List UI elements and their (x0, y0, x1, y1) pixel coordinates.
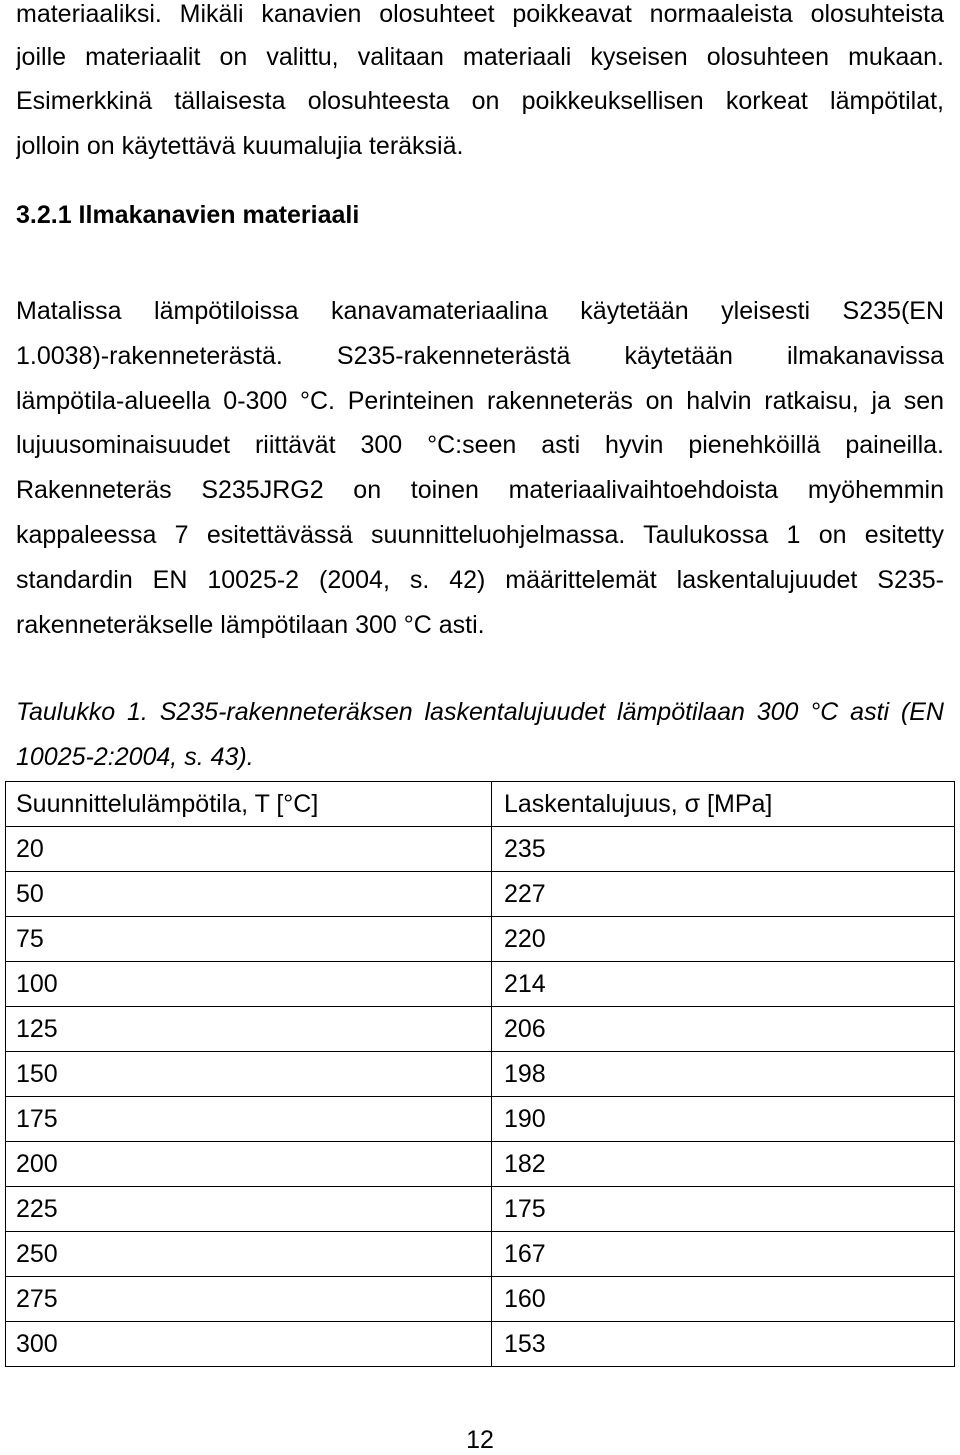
table-row (6, 872, 955, 917)
paragraph-line: Esimerkkinä tällaisesta olosuhteesta on poikkeuksellisen korkeat lämpötilat, (16, 87, 944, 115)
table-cell-strength: 220 (492, 917, 955, 962)
paragraph-line: materiaaliksi. Mikäli kanavien olosuhteet poikkeavat normaaleista olosuhteista (16, 0, 944, 28)
table-cell-temperature: 250 (6, 1232, 492, 1277)
caption-line: Taulukko 1. S235-rakenneteräksen laskentalujuudet lämpötilaan 300 °C asti (EN (16, 698, 944, 726)
table-row (6, 1232, 955, 1277)
table-cell-strength: 214 (492, 962, 955, 1007)
paragraph-line: lujuusominaisuudet riittävät 300 °C:seen asti hyvin pienehköillä paineilla. (16, 431, 944, 459)
table-cell-temperature: 100 (6, 962, 492, 1007)
table-row (6, 1052, 955, 1097)
table-cell-temperature: 175 (6, 1097, 492, 1142)
table-cell-temperature: 300 (6, 1322, 492, 1367)
paragraph-line: joille materiaalit on valittu, valitaan materiaali kyseisen olosuhteen mukaan. (16, 43, 944, 71)
table-cell-temperature: 200 (6, 1142, 492, 1187)
table-row (6, 1322, 955, 1367)
table-cell-strength: 160 (492, 1277, 955, 1322)
table-cell-strength: 235 (492, 827, 955, 872)
caption-line: 10025-2:2004, s. 43). (16, 743, 254, 771)
page-number: 12 (466, 1426, 494, 1454)
table-row (6, 1007, 955, 1052)
table-cell-strength: 175 (492, 1187, 955, 1232)
table-row (6, 1277, 955, 1322)
table-row (6, 1142, 955, 1187)
paragraph-line: 1.0038)-rakenneterästä. S235-rakenneterästä käytetään ilmakanavissa (16, 342, 944, 370)
paragraph-line: Matalissa lämpötiloissa kanavamateriaalina käytetään yleisesti S235(EN (16, 297, 944, 325)
paragraph-line: standardin EN 10025-2 (2004, s. 42) määrittelemät laskentalujuudet S235- (16, 566, 944, 594)
paragraph-line: rakenneteräkselle lämpötilaan 300 °C asti. (16, 611, 485, 639)
table-cell-temperature: 20 (6, 827, 492, 872)
table-header-row (6, 782, 955, 827)
table-row (6, 1097, 955, 1142)
table-row (6, 962, 955, 1007)
table-cell-strength: 153 (492, 1322, 955, 1367)
paragraph-line: jolloin on käytettävä kuumalujia teräksiä. (16, 132, 464, 160)
table-cell-temperature: 275 (6, 1277, 492, 1322)
paragraph-line: lämpötila-alueella 0-300 °C. Perinteinen rakenneteräs on halvin ratkaisu, ja sen (16, 387, 944, 415)
table-header-temperature: Suunnittelulämpötila, T [°C] (6, 782, 492, 827)
table-row (6, 827, 955, 872)
table-cell-temperature: 150 (6, 1052, 492, 1097)
table-cell-strength: 206 (492, 1007, 955, 1052)
strength-table (5, 781, 955, 1367)
table-cell-temperature: 225 (6, 1187, 492, 1232)
table-row (6, 1187, 955, 1232)
table-cell-strength: 167 (492, 1232, 955, 1277)
table-cell-temperature: 50 (6, 872, 492, 917)
table-cell-strength: 182 (492, 1142, 955, 1187)
table-cell-temperature: 125 (6, 1007, 492, 1052)
table-cell-strength: 190 (492, 1097, 955, 1142)
table-cell-temperature: 75 (6, 917, 492, 962)
table-cell-strength: 198 (492, 1052, 955, 1097)
paragraph-line: kappaleessa 7 esitettävässä suunnitteluohjelmassa. Taulukossa 1 on esitetty (16, 521, 944, 549)
table-header-strength: Laskentalujuus, σ [MPa] (492, 782, 955, 827)
section-heading: 3.2.1 Ilmakanavien materiaali (16, 201, 360, 229)
table-row (6, 917, 955, 962)
paragraph-line: Rakenneteräs S235JRG2 on toinen materiaalivaihtoehdoista myöhemmin (16, 476, 944, 504)
table-cell-strength: 227 (492, 872, 955, 917)
